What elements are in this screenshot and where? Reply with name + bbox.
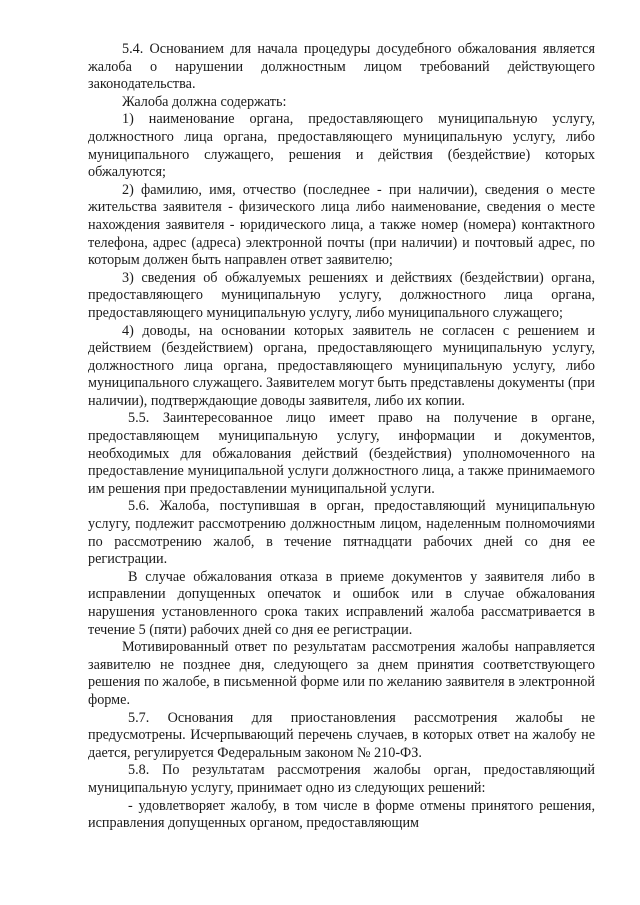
- document-page: [88, 41, 595, 833]
- paragraph-5-4: 5.4. Основанием для начала процедуры досудебного обжалования является жалоба о нарушении должностным лицом требований действующего законодательства.: [88, 41, 595, 93]
- paragraph-refusal-appeal: В случае обжалования отказа в приеме документов у заявителя либо в исправлении допущенных опечаток и ошибок или в случае обжалования нарушения установленного срока таких исправлений жалоба рассматривается в течение 5 (пяти) рабочих дней со дня ее регистрации.: [88, 568, 595, 638]
- paragraph-5-6: 5.6. Жалоба, поступившая в орган, предоставляющий муниципальную услугу, подлежит рассмотрению должностным лицом, наделенным полномочиями по рассмотрению жалоб, в течение пятнадцати рабочих дней со дня ее регистрации.: [88, 498, 595, 568]
- paragraph-item-4: 4) доводы, на основании которых заявитель не согласен с решением и действием (бездействием) органа, предоставляющего муниципальную услугу, должностного лица органа, предоставляющего муниципальную услугу, либо муниципального служащего. Заявителем могут быть представлены документы (при наличии), подтверждающие доводы заявителя, либо их копии.: [88, 322, 595, 409]
- paragraph-5-8: 5.8. По результатам рассмотрения жалобы орган, предоставляющий муниципальную услугу, принимает одно из следующих решений:: [88, 762, 595, 796]
- paragraph-item-2: 2) фамилию, имя, отчество (последнее - при наличии), сведения о месте жительства заявителя - физического лица либо наименование, сведения о месте нахождения заявителя - юридического лица, а также номер (номера) контактного телефона, адрес (адреса) электронной почты (при наличии) и почтовый адрес, по которым должен быть направлен ответ заявителю;: [88, 181, 595, 269]
- paragraph-5-7: 5.7. Основания для приостановления рассмотрения жалобы не предусмотрены. Исчерпывающий перечень случаев, в которых ответ на жалобу не дается, регулируется Федеральным законом № 210-ФЗ.: [88, 709, 595, 761]
- paragraph-decision-satisfy: - удовлетворяет жалобу, в том числе в форме отмены принятого решения, исправления допущенных органом, предоставляющим: [88, 797, 595, 832]
- paragraph-item-1: 1) наименование органа, предоставляющего муниципальную услугу, должностного лица органа, предоставляющего муниципальную услугу, либо муниципального служащего, решения и действия (бездействие) которых обжалуются;: [88, 111, 595, 181]
- paragraph-motivated-answer: Мотивированный ответ по результатам рассмотрения жалобы направляется заявителю не позднее дня, следующего за днем принятия соответствующего решения по жалобе, в письменной форме или по желанию заявителя в электронной форме.: [88, 639, 595, 708]
- paragraph-5-5: 5.5. Заинтересованное лицо имеет право на получение в органе, предоставляющем муниципальную услугу, информации и документов, необходимых для обжалования действий (бездействия) уполномоченного на предоставление муниципальной услуги должностного лица, а также принимаемого им решения при предоставлении муниципальной услуги.: [88, 410, 595, 497]
- paragraph-complaint-contents-intro: Жалоба должна содержать:: [122, 93, 287, 110]
- paragraph-item-3: 3) сведения об обжалуемых решениях и действиях (бездействии) органа, предоставляющего муниципальную услугу, должностного лица органа, предоставляющего муниципальную услугу, либо муниципального служащего;: [88, 269, 595, 321]
